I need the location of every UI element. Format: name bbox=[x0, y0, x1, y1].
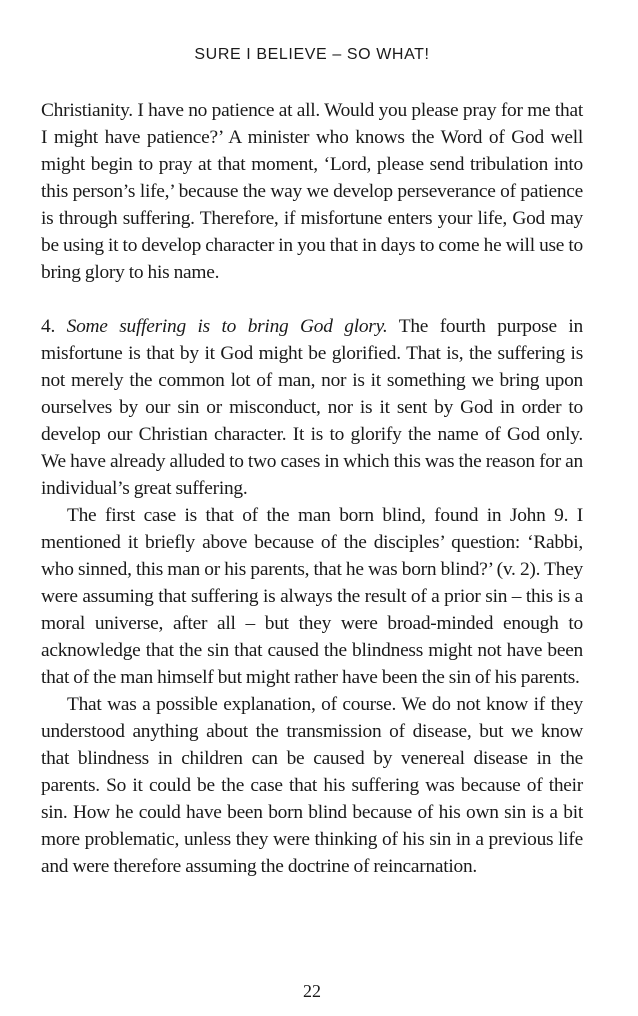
point-number: 4. bbox=[41, 316, 67, 337]
paragraph-2 bbox=[41, 313, 583, 502]
body-text bbox=[41, 97, 583, 880]
point-heading: Some suffering is to bring God glory. bbox=[66, 316, 388, 337]
paragraph-1: Christianity. I have no patience at all. Would you please pray for me that I might have patience?’ A minister who knows the Word of God well might begin to pray at that moment, ‘Lord, please send tribulation into this person’s life,’ because the way we develop perseverance of patience is through suffering. Therefore, if misfortune enters your life, God may be using it to develop character in you that in days to come he will use to bring glory to his name. bbox=[41, 100, 583, 283]
book-page bbox=[41, 0, 583, 1016]
paragraph-4: That was a possible explanation, of course. We do not know if they understood anything about the transmission of disease, but we know that blindness in children can be caused by venereal disease in the parents. So it could be the case that his suffering was because of their sin. How he could have been born blind because of his own sin is a bit more problematic, unless they were thinking of his sin in a previous life and were therefore assuming the doctrine of reincarnation. bbox=[41, 694, 583, 877]
page-number: 22 bbox=[303, 981, 321, 1001]
running-head: SURE I BELIEVE – SO WHAT! bbox=[194, 46, 430, 63]
paragraph-2-text: The fourth purpose in misfortune is that by it God might be glorified. That is, the suffering is not merely the common lot of man, nor is it something we bring upon ourselves by our sin or misconduct, nor is it sent by God in order to develop our Christian character. It is to glorify the name of God only. We have already alluded to two cases in which this was the reason for an individual’s great suffering. bbox=[41, 316, 583, 499]
paragraph-spacer bbox=[41, 286, 583, 313]
paragraph-3: The first case is that of the man born blind, found in John 9. I mentioned it briefly above because of the disciples’ question: ‘Rabbi, who sinned, this man or his parents, that he was born blind?’ (v. 2). They were assuming that suffering is always the result of a prior sin – this is a moral universe, after all – but they were broad-minded enough to acknowledge that the sin that caused the blindness might not have been that of the man himself but might rather have been the sin of his parents. bbox=[41, 505, 583, 688]
